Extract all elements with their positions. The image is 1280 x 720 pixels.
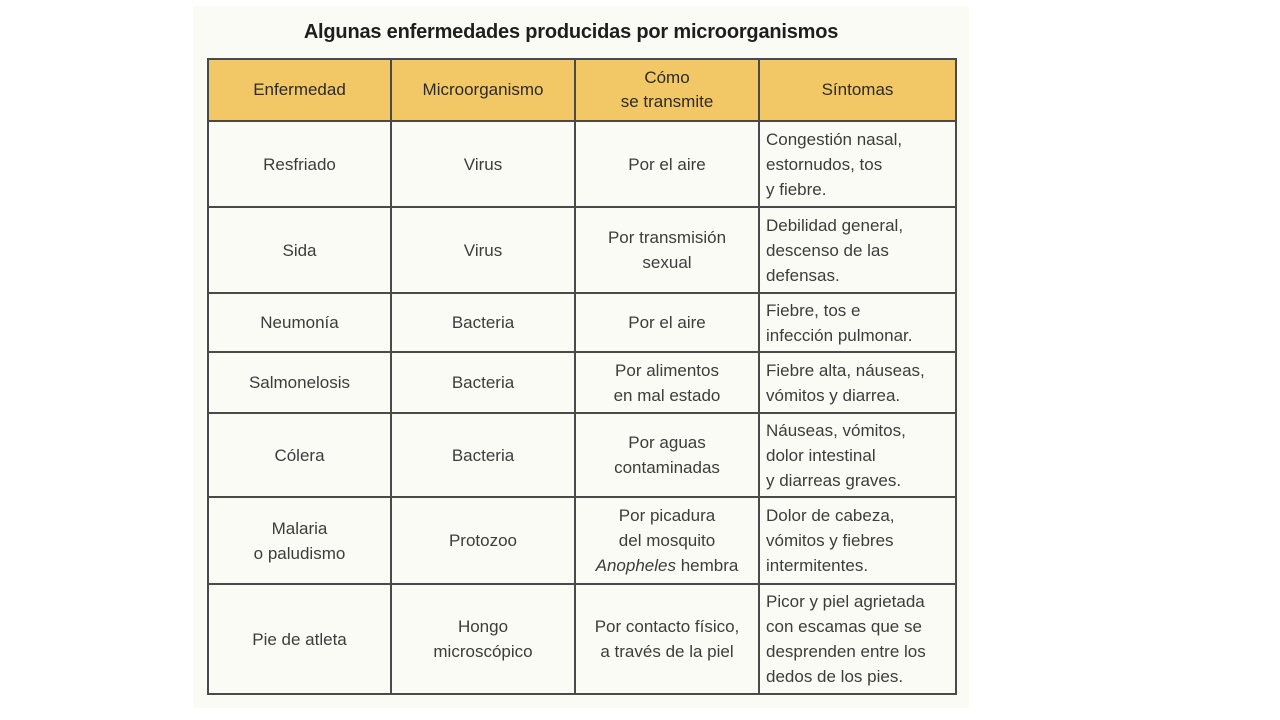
organism-cell: Protozoo <box>391 497 575 584</box>
disease-cell: Pie de atleta <box>208 584 391 694</box>
transmission-cell: Por el aire <box>575 121 759 207</box>
symptoms-cell: Náuseas, vómitos, dolor intestinal y diarreas graves. <box>759 413 956 497</box>
column-header-microorganismo: Microorganismo <box>391 59 575 121</box>
table-header-row <box>208 59 956 121</box>
symptoms-cell: Fiebre alta, náuseas, vómitos y diarrea. <box>759 352 956 413</box>
transmission-cell: Por transmisión sexual <box>575 207 759 293</box>
disease-cell: Malaria o paludismo <box>208 497 391 584</box>
table-row <box>208 352 956 413</box>
table-row <box>208 413 956 497</box>
table-row <box>208 293 956 352</box>
organism-cell: Bacteria <box>391 413 575 497</box>
transmission-cell <box>575 497 759 584</box>
disease-cell: Neumonía <box>208 293 391 352</box>
species-name: Anopheles <box>595 556 676 575</box>
diseases-table <box>207 58 957 695</box>
column-header-enfermedad: Enfermedad <box>208 59 391 121</box>
organism-cell: Bacteria <box>391 352 575 413</box>
transmission-text-tail: hembra <box>675 556 739 575</box>
symptoms-cell: Dolor de cabeza, vómitos y fiebres intermitentes. <box>759 497 956 584</box>
disease-cell: Salmonelosis <box>208 352 391 413</box>
transmission-cell: Por contacto físico, a través de la piel <box>575 584 759 694</box>
transmission-cell: Por alimentos en mal estado <box>575 352 759 413</box>
symptoms-cell: Congestión nasal, estornudos, tos y fiebre. <box>759 121 956 207</box>
table-row <box>208 497 956 584</box>
transmission-text: Por picadura del mosquito <box>618 506 716 550</box>
symptoms-cell: Fiebre, tos e infección pulmonar. <box>759 293 956 352</box>
column-header-sintomas: Síntomas <box>759 59 956 121</box>
document-page <box>193 6 969 708</box>
table-row <box>208 121 956 207</box>
organism-cell: Virus <box>391 207 575 293</box>
disease-cell: Sida <box>208 207 391 293</box>
column-header-transmision: Cómo se transmite <box>575 59 759 121</box>
page-title: Algunas enfermedades producidas por microorganismos <box>303 21 839 43</box>
disease-cell: Cólera <box>208 413 391 497</box>
disease-cell: Resfriado <box>208 121 391 207</box>
organism-cell: Hongo microscópico <box>391 584 575 694</box>
organism-cell: Virus <box>391 121 575 207</box>
symptoms-cell: Picor y piel agrietada con escamas que se desprenden entre los dedos de los pies. <box>759 584 956 694</box>
table-row <box>208 584 956 694</box>
transmission-cell: Por aguas contaminadas <box>575 413 759 497</box>
organism-cell: Bacteria <box>391 293 575 352</box>
table-row <box>208 207 956 293</box>
transmission-cell: Por el aire <box>575 293 759 352</box>
symptoms-cell: Debilidad general, descenso de las defensas. <box>759 207 956 293</box>
